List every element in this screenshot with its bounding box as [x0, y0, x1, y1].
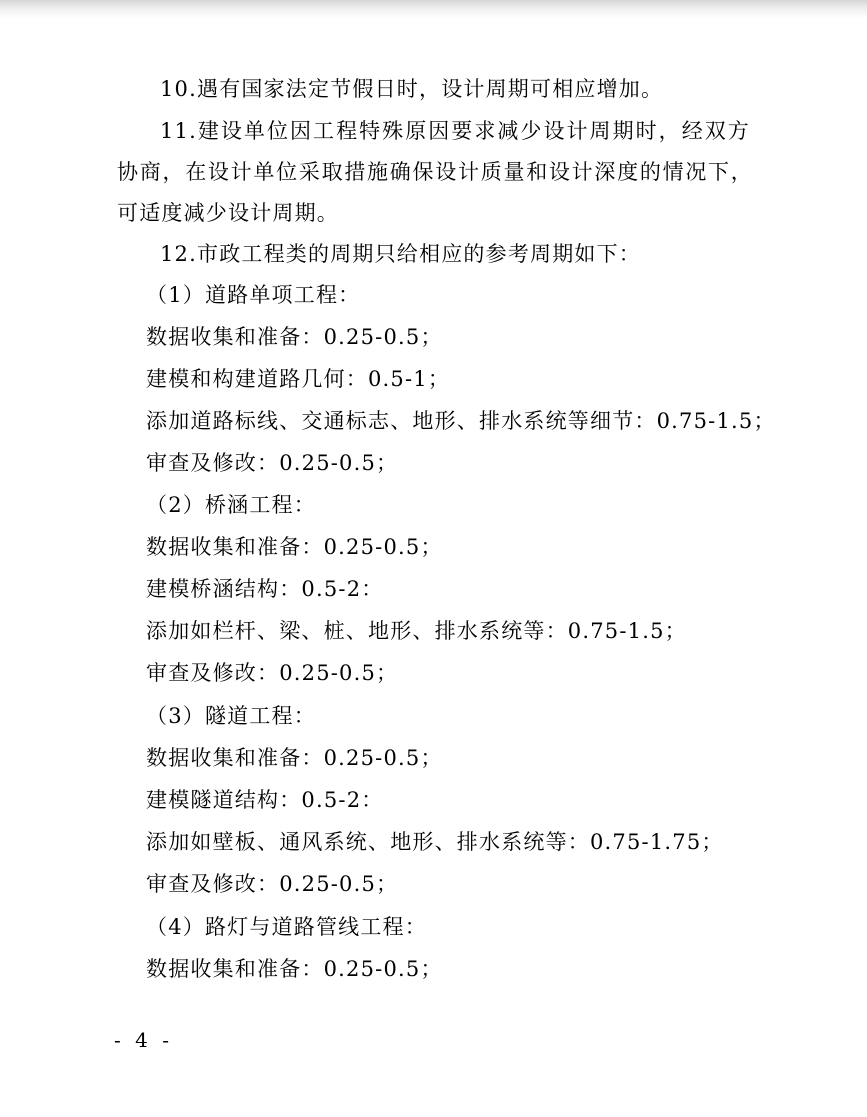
section-heading-tunnel: （3）隧道工程： [146, 704, 316, 728]
tunnel-data-collection: 数据收集和准备：0.25-0.5； [146, 746, 443, 770]
paragraph-item-11-line-1: 11.建设单位因工程特殊原因要求减少设计周期时，经双方 [160, 119, 750, 143]
viewer-top-edge [0, 0, 867, 18]
streetlight-data-collection: 数据收集和准备：0.25-0.5； [146, 957, 443, 981]
road-modeling: 建模和构建道路几何：0.5-1； [146, 367, 451, 391]
road-data-collection: 数据收集和准备：0.25-0.5； [146, 325, 443, 349]
paragraph-item-11-line-3: 可适度减少设计周期。 [117, 201, 339, 225]
paragraph-item-10: 10.遇有国家法定节假日时，设计周期可相应增加。 [160, 77, 664, 101]
tunnel-modeling: 建模隧道结构：0.5-2： [146, 788, 384, 812]
bridge-modeling: 建模桥涵结构：0.5-2： [146, 577, 384, 601]
road-details: 添加道路标线、交通标志、地形、排水系统等细节：0.75-1.5； [146, 409, 776, 433]
page-number: - 4 - [114, 1028, 173, 1052]
bridge-details: 添加如栏杆、梁、桩、地形、排水系统等：0.75-1.5； [146, 619, 687, 643]
section-heading-streetlight-pipeline: （4）路灯与道路管线工程： [146, 915, 427, 939]
tunnel-details: 添加如壁板、通风系统、地形、排水系统等：0.75-1.75； [146, 830, 724, 854]
road-review: 审查及修改：0.25-0.5； [146, 451, 399, 475]
bridge-review: 审查及修改：0.25-0.5； [146, 661, 399, 685]
section-heading-bridge-culvert: （2）桥涵工程： [146, 493, 316, 517]
tunnel-review: 审查及修改：0.25-0.5； [146, 872, 399, 896]
paragraph-item-12: 12.市政工程类的周期只给相应的参考周期如下： [160, 242, 641, 266]
section-heading-road: （1）道路单项工程： [146, 283, 361, 307]
paragraph-item-11-line-2: 协商，在设计单位采取措施确保设计质量和设计深度的情况下， [117, 160, 753, 184]
bridge-data-collection: 数据收集和准备：0.25-0.5； [146, 535, 443, 559]
